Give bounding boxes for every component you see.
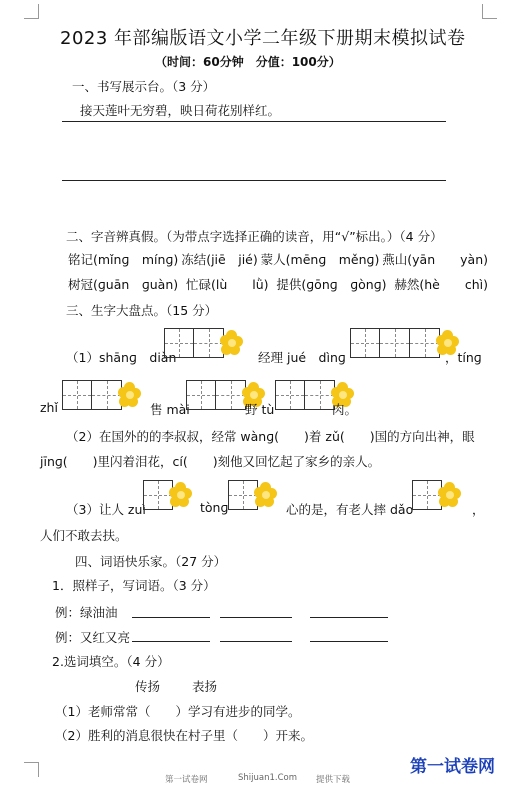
example-1: 例：绿油油 [55, 605, 118, 620]
pinyin-choice: 燕山(yān yàn) [382, 252, 488, 267]
answer-blank[interactable] [310, 617, 388, 618]
page-subtitle: （时间：60分钟 分值：100分） [155, 55, 341, 69]
answer-blank[interactable] [310, 641, 388, 642]
section3-heading: 三、生字大盘点。（15 分） [66, 303, 218, 318]
tian-grid-box[interactable] [412, 480, 461, 510]
corner-mark-top-left [24, 4, 39, 19]
footer-domain: Shijuan1.Com [238, 773, 298, 783]
pinyin-prompt: （1）shānɡ diàn [66, 350, 177, 365]
flower-icon [439, 482, 461, 508]
sentence-line: 人们不敢去扶。 [40, 528, 128, 543]
question-1: 1．照样子，写词语。（3 分） [52, 578, 216, 593]
section4-heading: 四、词语快乐家。（27 分） [75, 554, 227, 569]
writing-line-2 [62, 180, 446, 181]
answer-blank[interactable] [132, 641, 210, 642]
pinyin-prompt: 肉。 [332, 402, 358, 417]
writing-line-1 [62, 121, 446, 122]
corner-mark-top-right [482, 4, 497, 19]
pinyin-choice-row-2 [68, 275, 488, 293]
tian-grid-box[interactable] [62, 380, 141, 410]
pinyin-choice: 提供(ɡōnɡ ɡònɡ) [276, 277, 387, 292]
answer-blank[interactable] [220, 641, 292, 642]
pinyin-choice: 赫然(hè chì) [394, 277, 488, 292]
section1-heading: 一、书写展示台。（3 分） [72, 79, 216, 94]
pinyin-prompt: 心的是，有老人摔 dǎo [286, 502, 414, 517]
flower-icon [255, 482, 277, 508]
pinyin-prompt: zhǐ [40, 400, 58, 415]
sentence-line: jīnɡ( )里闪着泪花，cí( )刻他又回忆起了家乡的亲人。 [40, 454, 381, 469]
footer-site: 第一试卷网 [165, 775, 208, 785]
pinyin-prompt: 售 mài [150, 402, 190, 417]
pinyin-choice: 蒙人(mēnɡ měnɡ) [260, 252, 380, 267]
pinyin-choice-row-1 [68, 250, 488, 268]
word-option: 传扬 [135, 679, 161, 694]
brand-watermark: 第一试卷网 [410, 757, 495, 777]
answer-blank[interactable] [220, 617, 292, 618]
pinyin-choice: 冻结(jiē jié) [181, 252, 258, 267]
pinyin-choice: 铭记(mǐnɡ mínɡ) [68, 252, 179, 267]
tian-grid-box[interactable] [164, 328, 243, 358]
tian-grid-box[interactable] [143, 480, 192, 510]
pinyin-prompt: （3）让人 zuì [66, 502, 146, 517]
poem-line: 接天莲叶无穷碧，映日荷花别样红。 [80, 103, 281, 118]
tian-grid-box[interactable] [350, 328, 459, 358]
example-2: 例：又红又亮 [55, 630, 131, 645]
pinyin-prompt: 经理 jué dìnɡ [258, 350, 346, 365]
fill-sentence-2: （2）胜利的消息很快在村子里（ ）开来。 [55, 728, 313, 743]
pinyin-prompt: 野 tù [245, 402, 275, 417]
flower-icon [221, 330, 243, 356]
fill-sentence-1: （1）老师常常（ ）学习有进步的同学。 [55, 704, 301, 719]
page-title: 2023 年部编版语文小学二年级下册期末模拟试卷 [60, 28, 466, 49]
pinyin-prompt: tònɡ [200, 500, 229, 515]
section2-heading: 二、字音辨真假。（为带点字选择正确的读音，用“√”标出。）（4 分） [66, 229, 443, 244]
sentence-line: （2）在国外的的李叔叔，经常 wànɡ( )着 zǔ( )国的方向出神，眼 [66, 429, 475, 444]
pinyin-choice: 树冠(ɡuān ɡuàn) [68, 277, 179, 292]
tian-grid-box[interactable] [228, 480, 277, 510]
answer-blank[interactable] [132, 617, 210, 618]
pinyin-prompt: ， [472, 502, 485, 517]
footer-download: 提供下载 [316, 775, 351, 785]
pinyin-choice: 忙碌(lù lǜ) [185, 277, 269, 292]
corner-mark-bottom-left [24, 762, 39, 777]
pinyin-prompt: ，tínɡ [445, 350, 482, 365]
question-2: 2.选词填空。（4 分） [52, 654, 170, 669]
flower-icon [119, 382, 141, 408]
flower-icon [170, 482, 192, 508]
word-option: 表扬 [192, 679, 218, 694]
